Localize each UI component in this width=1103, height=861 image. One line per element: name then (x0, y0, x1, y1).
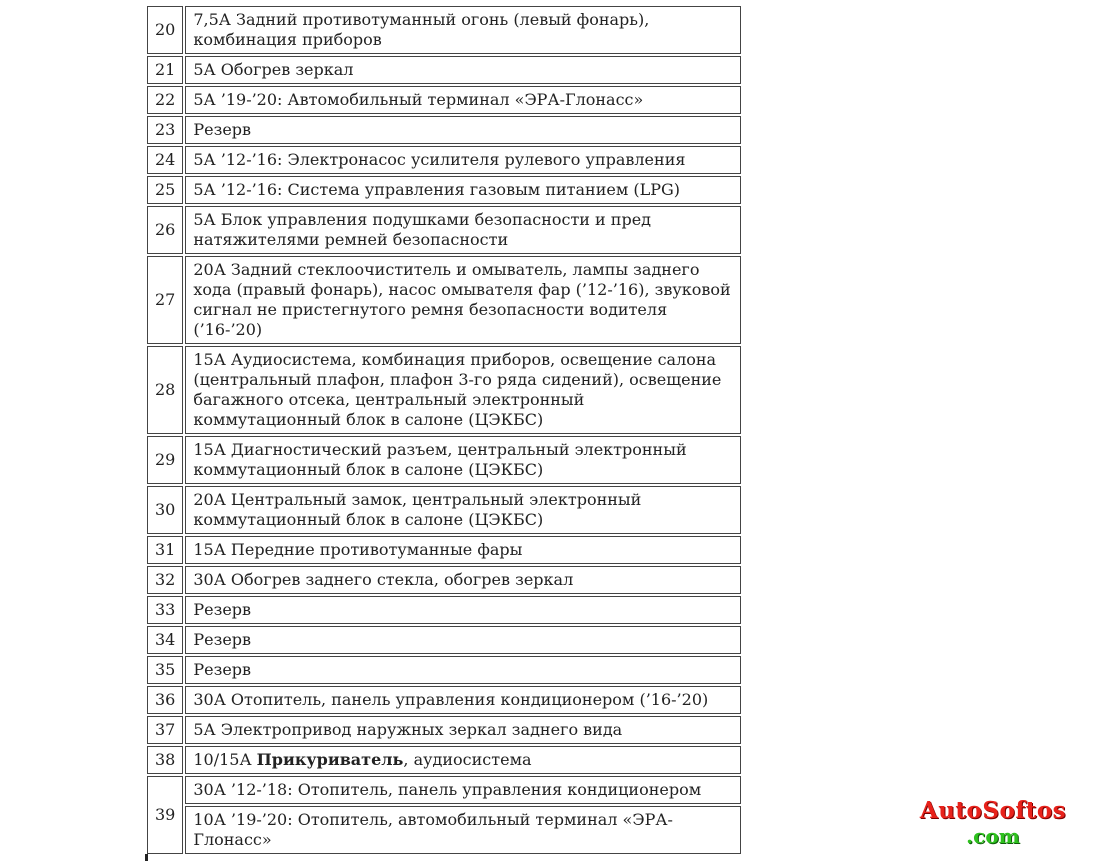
fuse-description-cell: Резерв (185, 116, 741, 144)
fuse-number-cell: 22 (147, 86, 183, 114)
fuse-description-cell: Резерв (185, 596, 741, 624)
table-row (147, 626, 741, 654)
table-row (147, 806, 741, 854)
fuse-description-cell: 5А ’12-’16: Система управления газовым питанием (LPG) (185, 176, 741, 204)
table-row (147, 596, 741, 624)
fuse-number-cell: 39 (147, 776, 183, 854)
watermark-text: AutoSoftos (919, 797, 1067, 824)
table-row (147, 656, 741, 684)
table-row (147, 86, 741, 114)
fuse-number-cell: 24 (147, 146, 183, 174)
fuse-description-cell: 10А ’19-’20: Отопитель, автомобильный терминал «ЭРА-Глонасс» (185, 806, 741, 854)
fuse-description-cell: 20А Задний стеклоочиститель и омыватель, лампы заднего хода (правый фонарь), насос омывателя фар (’12-’16), звуковой сигнал не пристегнутого ремня безопасности водителя (’16-’20) (185, 256, 741, 344)
fuse-description-cell: 5А Обогрев зеркал (185, 56, 741, 84)
fuse-table-body (147, 6, 741, 854)
fuse-number-cell: 23 (147, 116, 183, 144)
table-row (147, 256, 741, 344)
fuse-description-cell: 30А Отопитель, панель управления кондиционером (’16-’20) (185, 686, 741, 714)
fuse-number-cell: 33 (147, 596, 183, 624)
table-row (147, 686, 741, 714)
fuse-number-cell: 37 (147, 716, 183, 744)
fuse-description-cell: Резерв (185, 626, 741, 654)
fuse-description-cell: 15А Аудиосистема, комбинация приборов, освещение салона (центральный плафон, плафон 3-го ряда сидений), освещение багажного отсека, центральный электронный коммутационный блок в салоне (ЦЭКБС) (185, 346, 741, 434)
fuse-description-suffix: , аудиосистема (403, 750, 532, 769)
fuse-description-cell (185, 746, 741, 774)
page-edge-rule (145, 854, 148, 861)
table-row (147, 116, 741, 144)
table-row (147, 346, 741, 434)
fuse-number-cell: 30 (147, 486, 183, 534)
fuse-number-cell: 28 (147, 346, 183, 434)
fuse-description-cell: 15А Передние противотуманные фары (185, 536, 741, 564)
table-row (147, 716, 741, 744)
table-row (147, 746, 741, 774)
table-row (147, 56, 741, 84)
table-row (147, 566, 741, 594)
fuse-description-cell: 5А Электропривод наружных зеркал заднего вида (185, 716, 741, 744)
fuse-number-cell: 26 (147, 206, 183, 254)
fuse-description-cell: 20А Центральный замок, центральный электронный коммутационный блок в салоне (ЦЭКБС) (185, 486, 741, 534)
fuse-description-cell: 5А ’19-’20: Автомобильный терминал «ЭРА-Глонасс» (185, 86, 741, 114)
table-row (147, 146, 741, 174)
fuse-description-cell: Резерв (185, 656, 741, 684)
table-row (147, 486, 741, 534)
table-row (147, 776, 741, 804)
fuse-number-cell: 25 (147, 176, 183, 204)
fuse-table (145, 4, 743, 856)
table-row (147, 6, 741, 54)
table-row (147, 176, 741, 204)
fuse-description-cell: 7,5А Задний противотуманный огонь (левый фонарь), комбинация приборов (185, 6, 741, 54)
fuse-description-cell: 5А ’12-’16: Электронасос усилителя рулевого управления (185, 146, 741, 174)
fuse-number-cell: 32 (147, 566, 183, 594)
fuse-description-prefix: 10/15А (193, 750, 257, 769)
table-row (147, 436, 741, 484)
fuse-number-cell: 38 (147, 746, 183, 774)
fuse-description-cell: 30А Обогрев заднего стекла, обогрев зеркал (185, 566, 741, 594)
fuse-number-cell: 27 (147, 256, 183, 344)
fuse-number-cell: 20 (147, 6, 183, 54)
table-row (147, 206, 741, 254)
fuse-number-cell: 36 (147, 686, 183, 714)
fuse-number-cell: 29 (147, 436, 183, 484)
watermark-domain: .com (966, 824, 1020, 848)
fuse-number-cell: 35 (147, 656, 183, 684)
fuse-number-cell: 31 (147, 536, 183, 564)
fuse-description-cell: 5А Блок управления подушками безопасности и пред натяжителями ремней безопасности (185, 206, 741, 254)
fuse-description-cell: 15А Диагностический разъем, центральный электронный коммутационный блок в салоне (ЦЭКБС) (185, 436, 741, 484)
table-row (147, 536, 741, 564)
fuse-number-cell: 34 (147, 626, 183, 654)
fuse-description-bold: Прикуриватель (256, 750, 404, 769)
watermark-logo (895, 798, 1091, 848)
fuse-description-cell: 30А ’12-’18: Отопитель, панель управления кондиционером (185, 776, 741, 804)
fuse-number-cell: 21 (147, 56, 183, 84)
